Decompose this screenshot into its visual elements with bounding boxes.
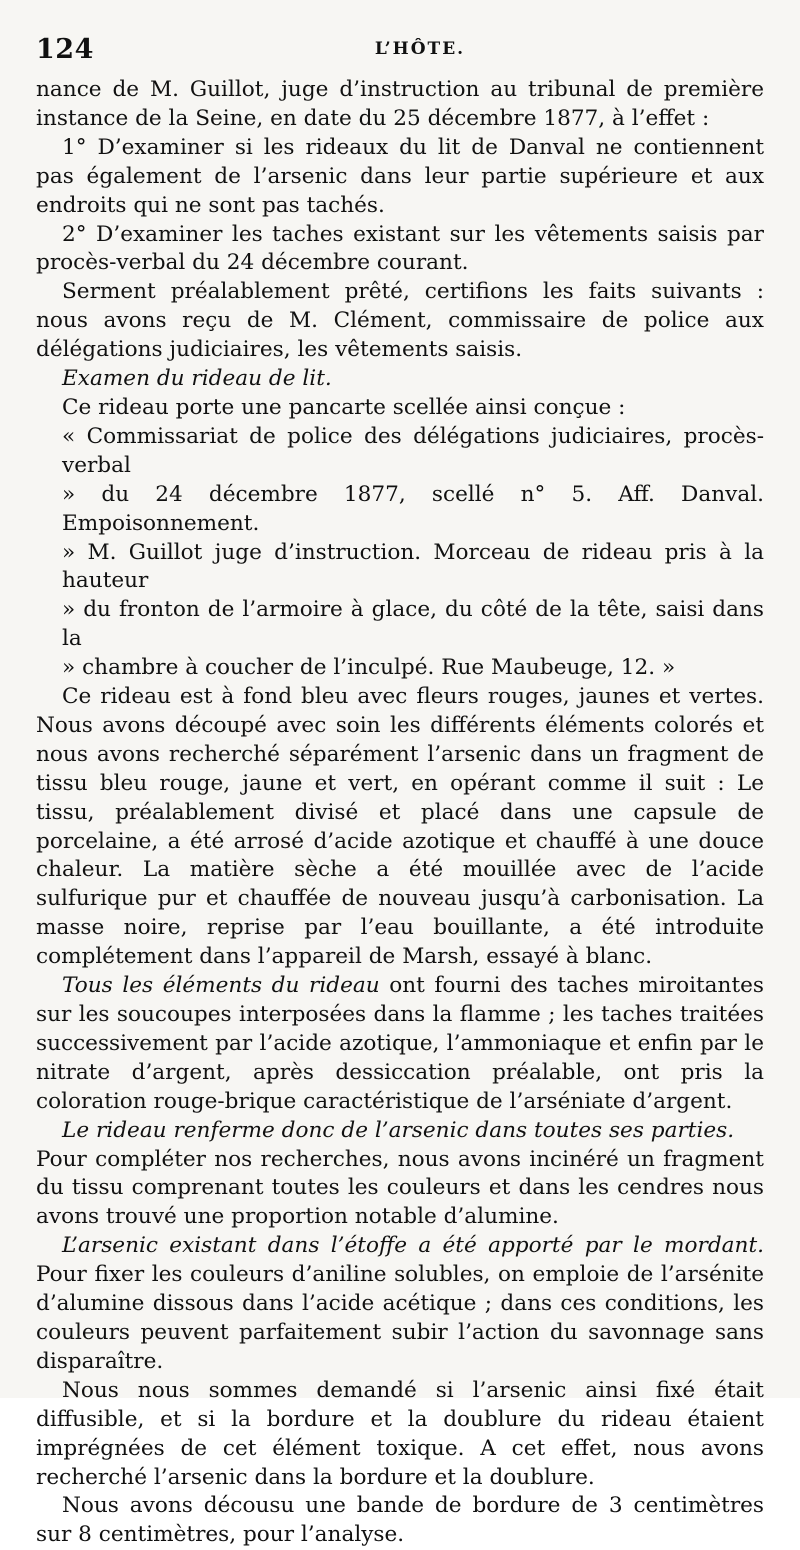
paragraph-point-1: 1° D’examiner si les rideaux du lit de Danval ne contiennent pas également de l’arsenic dans leur partie supérieure et aux endroits qui ne sont pas tachés. bbox=[36, 134, 764, 218]
quote-line: » du fronton de l’armoire à glace, du côté de la tête, saisi dans la bbox=[62, 597, 764, 652]
conclusion-statement: Le rideau renferme donc de l’arsenic dans toutes ses parties. bbox=[62, 1117, 735, 1143]
paragraph-diffusion: Nous nous sommes demandé si l’arsenic ainsi fixé était diffusible, et si la bordure et la doublure du rideau étaient imprégnées de cet élément toxique. A cet effet, nous avons recherché l’arsenic dans la bordure et la doublure. bbox=[36, 1377, 764, 1490]
paragraph-incineration: Pour compléter nos recherches, nous avons incinéré un fragment du tissu comprenant toutes les couleurs et dans les cendres nous avons trouvé une proportion notable d’alumine. bbox=[36, 1146, 764, 1230]
quote-line: » du 24 décembre 1877, scellé n° 5. Aff. Danval. Empoisonnement. bbox=[62, 481, 764, 536]
italic-phrase: L’arsenic existant dans l’étoffe a été apporté par le mordant. bbox=[62, 1233, 764, 1259]
paragraph-oath: Serment préalablement prêté, certifions les faits suivants : nous avons reçu de M. Clément, commissaire de police aux délégations judiciaires, les vêtements saisis. bbox=[36, 279, 764, 363]
quoted-pancarte bbox=[36, 423, 764, 683]
paragraph-pancarte-intro: Ce rideau porte une pancarte scellée ainsi conçue : bbox=[62, 394, 626, 420]
paragraph-bordure: Nous avons décousu une bande de bordure de 3 centimètres sur 8 centimètres, pour l’analyse. bbox=[36, 1493, 764, 1548]
paragraph-text: Pour fixer les couleurs d’aniline solubles, on emploie de l’arsénite d’alumine dissous dans l’acide acétique ; dans ces conditions, les couleurs peuvent parfaitement subir l’action du savonnage sans disparaître. bbox=[36, 1262, 764, 1374]
page-number: 124 bbox=[36, 34, 94, 65]
paragraph-continuation: nance de M. Guillot, juge d’instruction au tribunal de première instance de la Seine, en date du 25 décembre 1877, à l’effet : bbox=[36, 77, 764, 131]
paragraph-text: ont fourni des taches miroitantes sur les soucoupes interposées dans la flamme ; les taches traitées successivement par l’acide azotique, l’ammoniaque et enfin par le nitrate d’argent, après dessiccation préalable, ont pris la coloration rouge-brique caractéristique de l’arséniate d’argent. bbox=[36, 973, 764, 1114]
italic-phrase: Tous les éléments du rideau bbox=[62, 973, 380, 999]
quote-line: » chambre à coucher de l’inculpé. Rue Maubeuge, 12. » bbox=[62, 655, 676, 681]
section-heading-rideau: Examen du rideau de lit. bbox=[62, 366, 332, 392]
page-header bbox=[36, 34, 764, 68]
body-text bbox=[36, 76, 764, 1550]
quote-line: « Commissariat de police des délégations judiciaires, procès-verbal bbox=[62, 423, 764, 478]
running-head: L’HÔTE. bbox=[374, 39, 466, 59]
quote-line: » M. Guillot juge d’instruction. Morceau de rideau pris à la hauteur bbox=[62, 539, 764, 594]
paragraph-analysis-method: Ce rideau est à fond bleu avec fleurs rouges, jaunes et vertes. Nous avons découpé avec soin les différents éléments colorés et nous avons recherché séparément l’arsenic dans un fragment de tissu bleu rouge, jaune et vert, en opérant comme il suit : Le tissu, préalablement divisé et placé dans une capsule de porcelaine, a été arrosé d’acide azotique et chauffé à une douce chaleur. La matière sèche a été mouillée avec de l’acide sulfurique pur et chauffée de nouveau jusqu’à carbonisation. La masse noire, reprise par l’eau bouillante, a été introduite complétement dans l’appareil de Marsh, essayé à blanc. bbox=[36, 684, 764, 970]
paragraph-mordant bbox=[36, 1232, 764, 1377]
paragraph-results bbox=[36, 972, 764, 1117]
paragraph-point-2: 2° D’examiner les taches existant sur les vêtements saisis par procès-verbal du 24 décembre courant. bbox=[36, 221, 764, 276]
